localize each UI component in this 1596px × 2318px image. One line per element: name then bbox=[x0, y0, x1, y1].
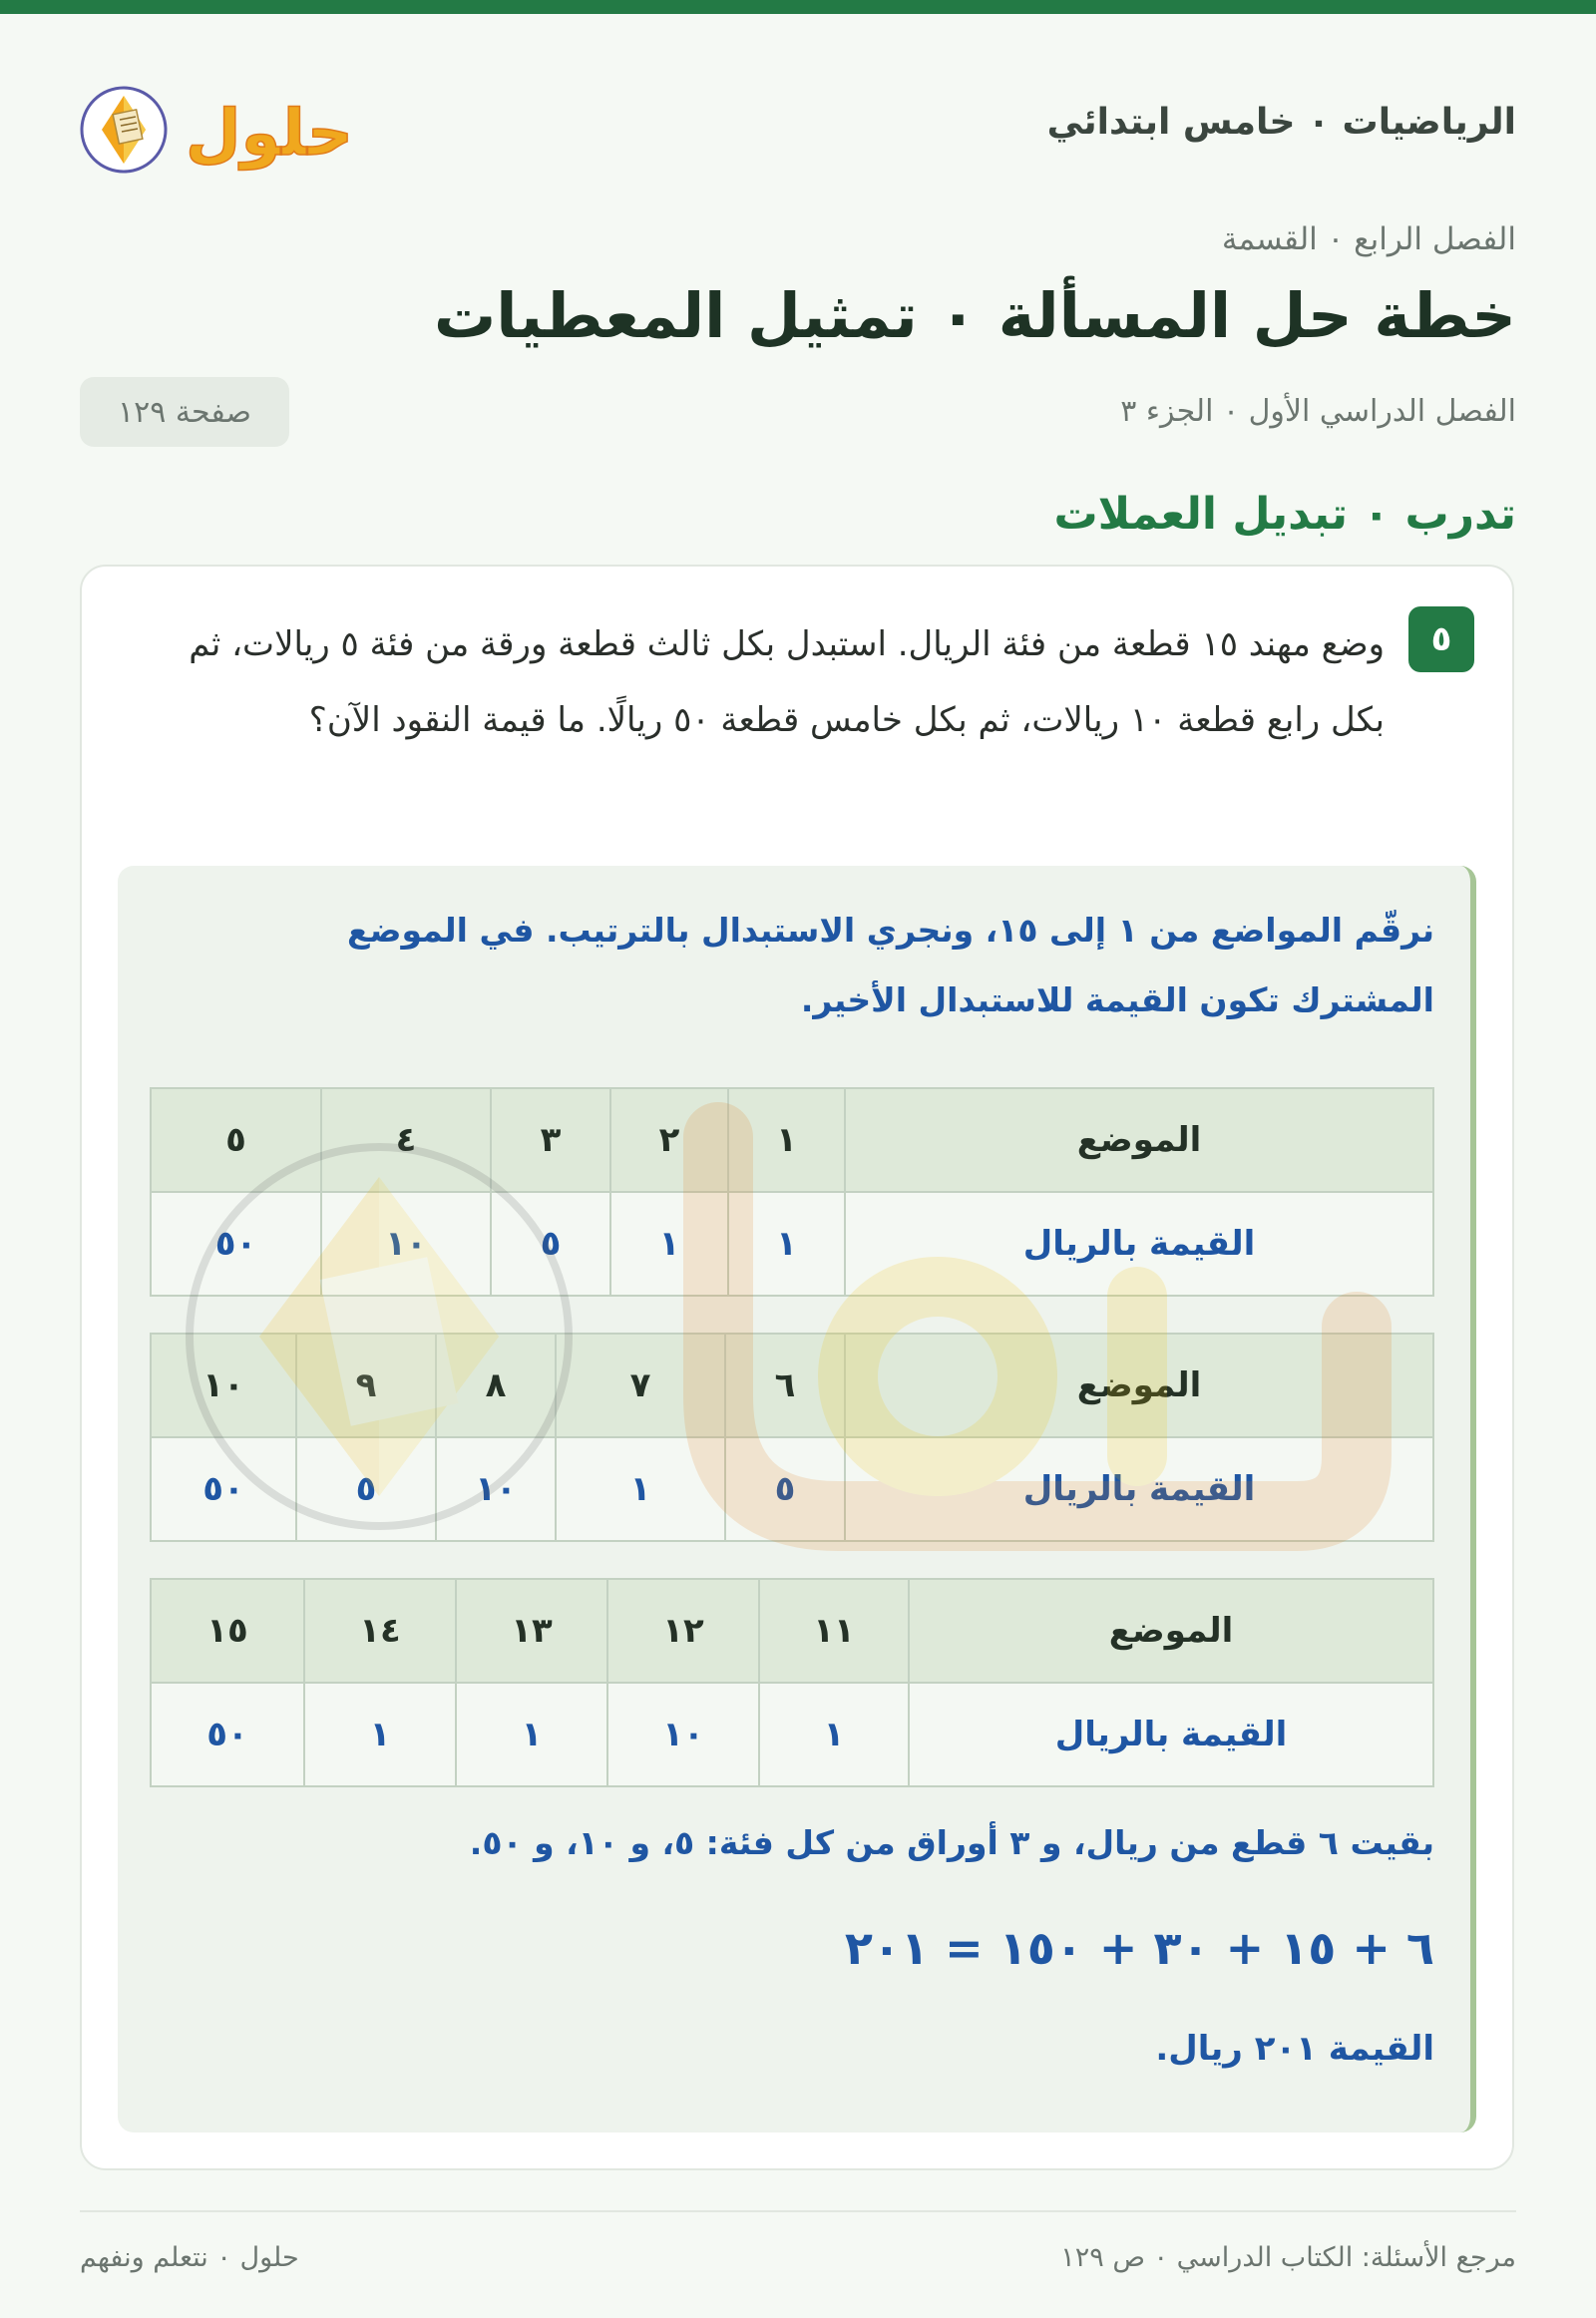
page-number-badge: صفحة ١٢٩ bbox=[80, 377, 289, 447]
semester-label: الفصل الدراسي الأول ٠ الجزء ٣ bbox=[1120, 394, 1516, 429]
table-cell: ١٠ bbox=[436, 1437, 556, 1541]
table-cell: ٥٠ bbox=[151, 1437, 296, 1541]
page-title: خطة حل المسألة ٠ تمثيل المعطيات bbox=[433, 279, 1516, 352]
table-cell: ٥٠ bbox=[151, 1683, 304, 1786]
table-cell: ١ bbox=[728, 1192, 845, 1296]
table-cell: ٧ bbox=[556, 1334, 725, 1437]
table-cell: ١ bbox=[304, 1683, 456, 1786]
table-cell: ١٣ bbox=[456, 1579, 607, 1683]
table-cell: ٥ bbox=[296, 1437, 436, 1541]
header bbox=[80, 60, 1516, 180]
footer-divider bbox=[80, 2210, 1516, 2212]
question-number-badge: ٥ bbox=[1408, 606, 1474, 672]
table-cell: ١٢ bbox=[607, 1579, 759, 1683]
table-cell: ٢ bbox=[610, 1088, 728, 1192]
table-header-label: الموضع bbox=[845, 1334, 1433, 1437]
table-cell: ١٠ bbox=[321, 1192, 491, 1296]
table-row bbox=[151, 1192, 1433, 1296]
table-cell: ١١ bbox=[759, 1579, 909, 1683]
table-cell: ٦ bbox=[725, 1334, 845, 1437]
table-row bbox=[151, 1437, 1433, 1541]
logo-wordmark: حلول bbox=[186, 97, 353, 171]
table-cell: ٥ bbox=[151, 1088, 321, 1192]
table-header-label: الموضع bbox=[845, 1088, 1433, 1192]
positions-table-2 bbox=[150, 1333, 1434, 1542]
footer-reference: مرجع الأسئلة: الكتاب الدراسي ٠ ص ١٢٩ bbox=[1060, 2242, 1516, 2273]
chapter-label: الفصل الرابع ٠ القسمة bbox=[1221, 221, 1516, 257]
table-cell: ١ bbox=[556, 1437, 725, 1541]
table-cell: ١ bbox=[610, 1192, 728, 1296]
table-row bbox=[151, 1579, 1433, 1683]
table-value-label: القيمة بالريال bbox=[845, 1192, 1433, 1296]
table-cell: ١٠ bbox=[151, 1334, 296, 1437]
question-text: وضع مهند ١٥ قطعة من فئة الريال. استبدل بكل ثالث قطعة ورقة من فئة ٥ ريالات، ثم بكل رابع قطعة ١٠ ريالات، ثم بكل خامس قطعة ٥٠ ريالًا. ما قيمة النقود الآن؟ bbox=[189, 624, 1385, 740]
positions-table-1 bbox=[150, 1087, 1434, 1297]
footer-brand: حلول ٠ نتعلم ونفهم bbox=[80, 2242, 299, 2273]
table-cell: ٤ bbox=[321, 1088, 491, 1192]
solution-conclusion: بقيت ٦ قطع من ريال، و ٣ أوراق من كل فئة: ٥، و ١٠، و ٥٠. bbox=[469, 1823, 1434, 1862]
table-cell: ١ bbox=[728, 1088, 845, 1192]
solution-intro: نرقّم المواضع من ١ إلى ١٥، ونجري الاستبدال بالترتيب. في الموضع المشترك تكون القيمة للاستبدال الأخير. bbox=[347, 911, 1434, 1019]
table-cell: ٥ bbox=[491, 1192, 610, 1296]
table-cell: ٨ bbox=[436, 1334, 556, 1437]
table-cell: ١٥ bbox=[151, 1579, 304, 1683]
table-row bbox=[151, 1334, 1433, 1437]
positions-table-3 bbox=[150, 1578, 1434, 1787]
table-cell: ١ bbox=[759, 1683, 909, 1786]
table-cell: ٥ bbox=[725, 1437, 845, 1541]
question-card bbox=[80, 565, 1514, 2170]
subject-label: الرياضيات ٠ خامس ابتدائي bbox=[1046, 102, 1516, 143]
table-row bbox=[151, 1683, 1433, 1786]
solution-equation: ٦ + ١٥ + ٣٠ + ١٥٠ = ٢٠١ bbox=[844, 1921, 1434, 1975]
solution-answer: القيمة ٢٠١ ريال. bbox=[1155, 2029, 1434, 2069]
table-value-label: القيمة بالريال bbox=[845, 1437, 1433, 1541]
logo bbox=[80, 60, 359, 180]
section-title: تدرب ٠ تبديل العملات bbox=[1053, 489, 1516, 540]
top-accent-bar bbox=[0, 0, 1596, 14]
table-row bbox=[151, 1088, 1433, 1192]
table-header-label: الموضع bbox=[909, 1579, 1433, 1683]
table-cell: ١٤ bbox=[304, 1579, 456, 1683]
table-cell: ٥٠ bbox=[151, 1192, 321, 1296]
table-value-label: القيمة بالريال bbox=[909, 1683, 1433, 1786]
table-cell: ٩ bbox=[296, 1334, 436, 1437]
table-cell: ٣ bbox=[491, 1088, 610, 1192]
table-cell: ١ bbox=[456, 1683, 607, 1786]
table-cell: ١٠ bbox=[607, 1683, 759, 1786]
solution-box bbox=[118, 866, 1476, 2132]
